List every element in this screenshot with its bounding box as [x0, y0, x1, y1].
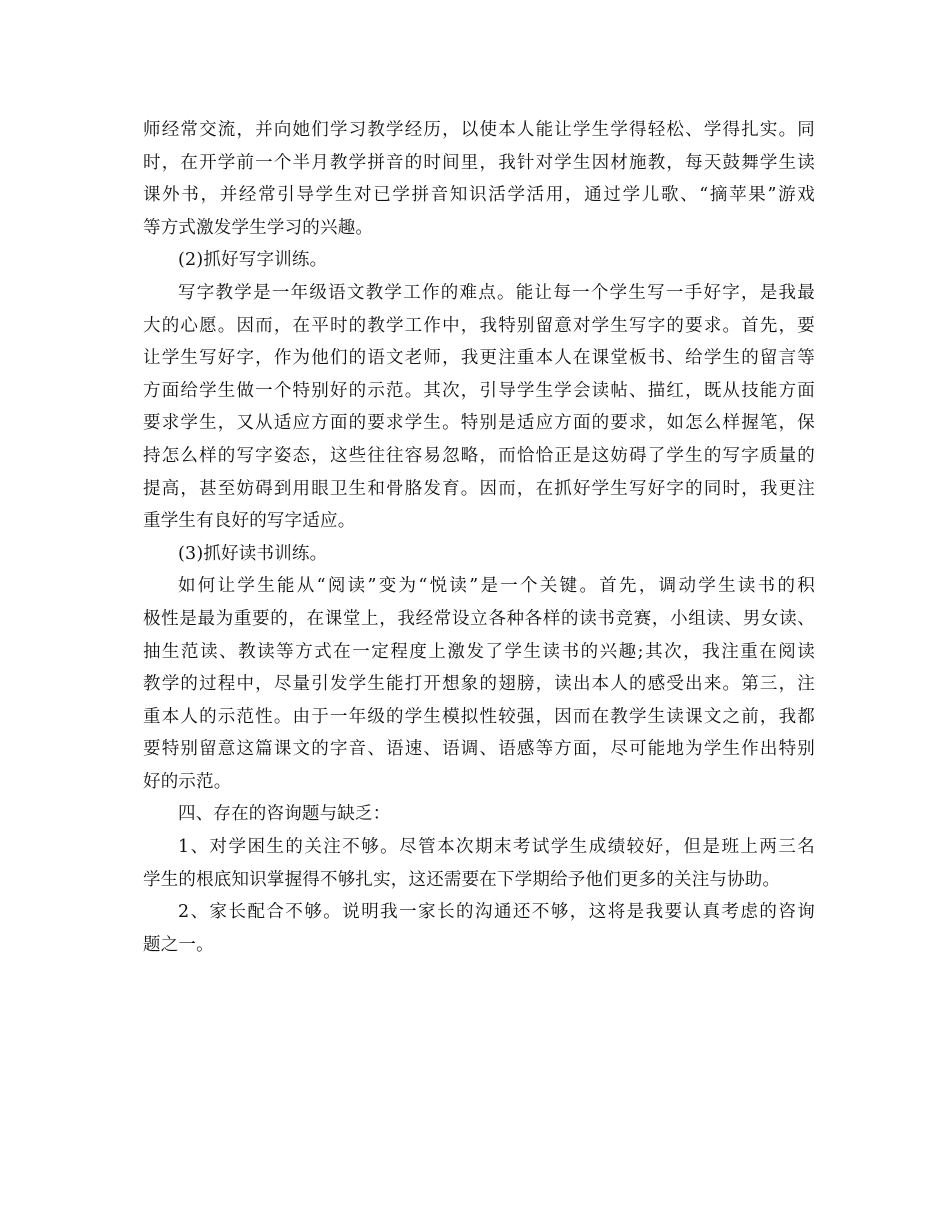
- text-line: 重学生有良好的写字适应。: [143, 511, 356, 532]
- text-line: 四、存在的咨询题与缺乏：: [178, 804, 391, 825]
- text-line: 课外书，并经常引导学生对已学拼音知识活学活用，通过学儿歌、“摘苹果”游戏: [143, 185, 815, 206]
- text-line: 极性是最为重要的，在课堂上，我经常设立各种各样的读书竞赛，小组读、男女读、: [143, 608, 815, 629]
- text-line: 等方式激发学生学习的兴趣。: [143, 217, 374, 238]
- text-line: 学生的根底知识掌握得不够扎实，这还需要在下学期给予他们更多的关注与协助。: [143, 869, 781, 890]
- text-line: 持怎么样的写字姿态，这些往往容易忽略，而恰恰正是这妨碍了学生的写字质量的: [143, 445, 815, 466]
- text-line: 好的示范。: [143, 771, 232, 792]
- paragraph: [143, 277, 815, 538]
- text-line: 方面给学生做一个特别好的示范。其次，引导学生学会读帖、描红，既从技能方面: [143, 380, 815, 401]
- text-line: 重本人的示范性。由于一年级的学生模拟性较强，因而在教学生读课文之前，我都: [143, 706, 815, 727]
- text-line: 教学的过程中，尽量引发学生能打开想象的翅膀，读出本人的感受出来。第三，注: [143, 674, 815, 695]
- section-heading: [143, 538, 815, 571]
- text-line: 抽生范读、教读等方式在一定程度上激发了学生读书的兴趣;其次，我注重在阅读: [143, 641, 815, 662]
- text-line: 题之一。: [143, 934, 214, 955]
- text-line: 大的心愿。因而，在平时的教学工作中，我特别留意对学生写字的要求。首先，要: [143, 315, 815, 336]
- text-line: 让学生写好字，作为他们的语文老师，我更注重本人在课堂板书、给学生的留言等: [143, 348, 815, 369]
- text-line: (2)抓好写字训练。: [178, 250, 328, 271]
- text-line: 1、对学困生的关注不够。尽管本次期末考试学生成绩较好，但是班上两三名: [178, 837, 815, 858]
- text-line: 时，在开学前一个半月教学拼音的时间里，我针对学生因材施教，每天鼓舞学生读: [143, 152, 815, 173]
- text-line: 如何让学生能从“阅读”变为“悦读”是一个关键。首先，调动学生读书的积: [178, 576, 815, 597]
- text-line: (3)抓好读书训练。: [178, 543, 328, 564]
- paragraph: [143, 114, 815, 244]
- text-line: 师经常交流，并向她们学习教学经历，以使本人能让学生学得轻松、学得扎实。同: [143, 120, 815, 140]
- text-line: 写字教学是一年级语文教学工作的难点。能让每一个学生写一手好字，是我最: [178, 282, 815, 303]
- text-line: 提高，甚至妨碍到用眼卫生和骨胳发育。因而，在抓好学生写好字的同时，我更注: [143, 478, 815, 499]
- section-heading: [143, 798, 815, 831]
- document-page: [143, 114, 815, 961]
- text-line: 要特别留意这篇课文的字音、语速、语调、语感等方面，尽可能地为学生作出特别: [143, 739, 815, 760]
- text-line: 要求学生，又从适应方面的要求学生。特别是适应方面的要求，如怎么样握笔，保: [143, 413, 815, 434]
- paragraph: [143, 896, 815, 961]
- text-line: 2、家长配合不够。说明我一家长的沟通还不够，这将是我要认真考虑的咨询: [178, 902, 815, 923]
- paragraph: [143, 570, 815, 798]
- paragraph: [143, 831, 815, 896]
- section-heading: [143, 244, 815, 277]
